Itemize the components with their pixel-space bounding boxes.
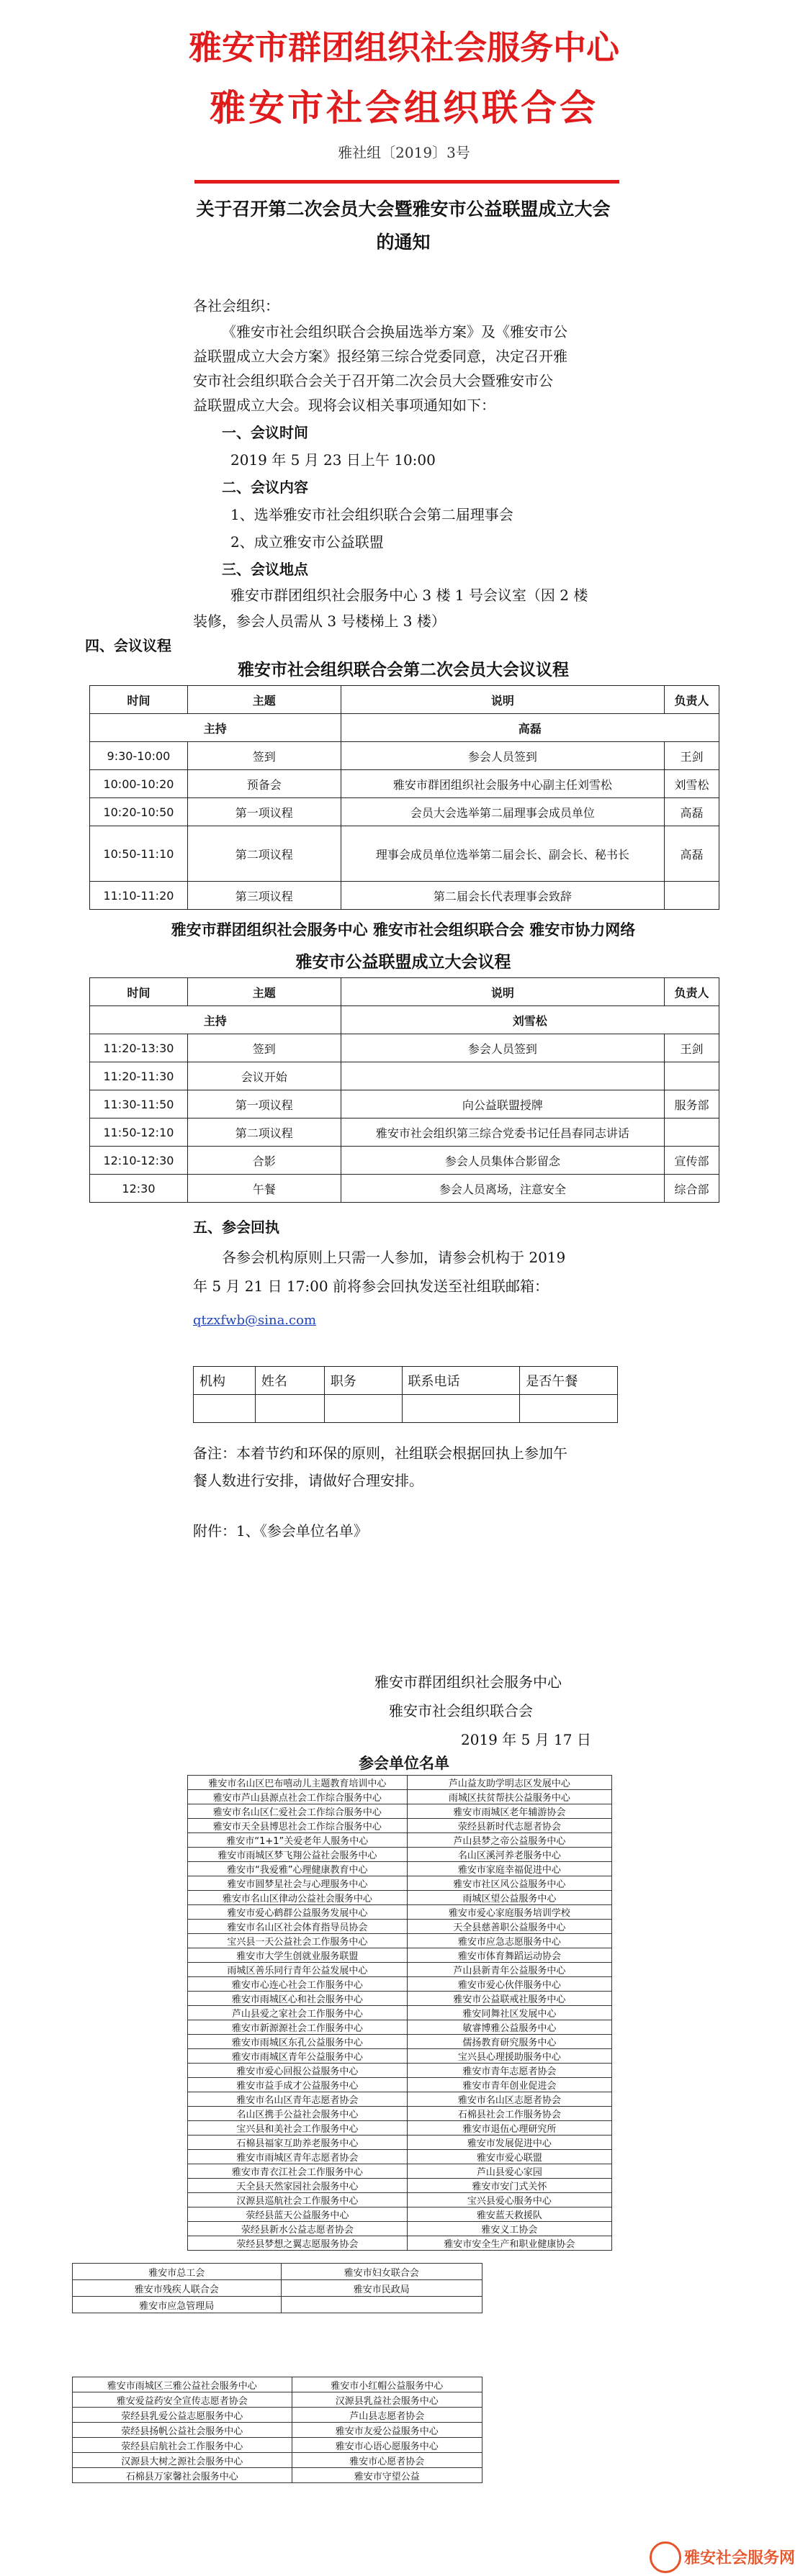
signature-org-2: 雅安市社会组织联合会 bbox=[389, 1702, 533, 1719]
unit-name-cell: 雅安市退伍心理研究所 bbox=[407, 2121, 611, 2136]
unit-name-cell: 雅安市“1+1”关爱老年人服务中心 bbox=[188, 1833, 408, 1848]
notice-title bbox=[173, 193, 634, 259]
row-topic: 合影 bbox=[187, 1147, 341, 1175]
reply-cell[interactable] bbox=[194, 1395, 256, 1423]
unit-name-cell: 雅安市残疾人联合会 bbox=[73, 2280, 282, 2297]
list-item bbox=[73, 2453, 482, 2468]
unit-name-cell: 儒扬教育研究服务中心 bbox=[407, 2035, 611, 2049]
row-desc: 第二届会长代表理事会致辞 bbox=[341, 882, 664, 910]
reply-col-org: 机构 bbox=[194, 1367, 256, 1395]
unit-name-cell: 荥经县蓝天公益服务中心 bbox=[188, 2207, 408, 2222]
unit-name-cell: 雅安市爱心伙伴服务中心 bbox=[407, 1977, 611, 1992]
unit-name-cell: 宝兴县一天公益社会工作服务中心 bbox=[188, 1934, 408, 1948]
unit-name-cell: 雅安市名山区律动公益社会服务中心 bbox=[188, 1891, 408, 1905]
table-row bbox=[90, 770, 719, 798]
title-line-2: 的通知 bbox=[376, 232, 431, 253]
list-item bbox=[188, 1876, 612, 1891]
list-item bbox=[188, 1790, 612, 1804]
salutation: 各社会组织： bbox=[193, 297, 279, 315]
list-item bbox=[188, 1992, 612, 2006]
unit-name-cell: 雅安市心愿者协会 bbox=[292, 2453, 482, 2468]
unit-name-cell: 雅安市雨城区心和社会服务中心 bbox=[188, 1992, 408, 2006]
list-item bbox=[188, 2092, 612, 2107]
list-item bbox=[188, 2064, 612, 2078]
list-item bbox=[188, 2107, 612, 2121]
list-item bbox=[188, 1862, 612, 1876]
list-item bbox=[188, 2150, 612, 2164]
list-item bbox=[73, 2280, 482, 2297]
row-time: 11:50-12:10 bbox=[90, 1118, 188, 1147]
row-time: 10:50-11:10 bbox=[90, 826, 188, 882]
row-topic: 预备会 bbox=[187, 770, 341, 798]
unit-name-cell: 芦山县爱心家园 bbox=[407, 2164, 611, 2179]
list-item bbox=[73, 2392, 482, 2408]
section-1-title: 一、会议时间 bbox=[222, 424, 308, 441]
issuer-federation-name: 雅安市社会组织联合会 bbox=[210, 86, 598, 129]
list-item bbox=[188, 1848, 612, 1862]
list-item bbox=[188, 1905, 612, 1920]
list-item bbox=[188, 1948, 612, 1963]
row-owner: 王剑 bbox=[665, 742, 719, 770]
list-item bbox=[73, 2377, 482, 2392]
row-time: 12:30 bbox=[90, 1175, 188, 1203]
table-row bbox=[90, 1118, 719, 1147]
unit-name-cell: 汉源县巡航社会工作服务中心 bbox=[188, 2193, 408, 2207]
intro-line: 安市社会组织联合会关于召开第二次会员大会暨雅安市公 bbox=[193, 372, 553, 389]
row-owner bbox=[665, 882, 719, 910]
list-item bbox=[188, 2164, 612, 2179]
table-row bbox=[90, 1147, 719, 1175]
host-name: 高磊 bbox=[341, 714, 719, 742]
reply-col-phone: 联系电话 bbox=[402, 1367, 520, 1395]
intro-line: 益联盟成立大会方案》报经第三综合党委同意，决定召开雅 bbox=[193, 348, 567, 365]
unit-name-cell: 雅安同舞社区发展中心 bbox=[407, 2006, 611, 2020]
red-divider-line bbox=[194, 180, 619, 184]
unit-name-cell: 宝兴县和美社会工作服务中心 bbox=[188, 2121, 408, 2136]
list-item bbox=[188, 2121, 612, 2136]
row-time: 11:30-11:50 bbox=[90, 1090, 188, 1118]
unit-name-cell: 雅安市青年志愿者协会 bbox=[407, 2064, 611, 2078]
unit-name-cell: 雅安市社区风公益服务中心 bbox=[407, 1876, 611, 1891]
unit-name-cell: 石棉县福家互助养老服务中心 bbox=[188, 2136, 408, 2150]
list-item bbox=[188, 2222, 612, 2236]
unit-name-cell: 雅安市守望公益 bbox=[292, 2468, 482, 2483]
list-item bbox=[188, 2049, 612, 2064]
unit-name-cell: 雅安市天全县博思社会工作综合服务中心 bbox=[188, 1819, 408, 1833]
section-2-title: 二、会议内容 bbox=[222, 479, 308, 496]
list-item bbox=[188, 2078, 612, 2092]
col-owner-header: 负责人 bbox=[665, 978, 719, 1006]
list-item bbox=[188, 1776, 612, 1790]
unit-name-cell: 雅安市友爱公益服务中心 bbox=[292, 2423, 482, 2438]
unit-name-cell: 天全县天然家园社会服务中心 bbox=[188, 2179, 408, 2193]
table-row bbox=[90, 1175, 719, 1203]
row-owner: 高磊 bbox=[665, 826, 719, 882]
watermark-text: 雅安社会服务网 bbox=[684, 2549, 796, 2567]
reply-cell[interactable] bbox=[402, 1395, 520, 1423]
table-row bbox=[90, 798, 719, 826]
unit-name-cell: 荥经县乳爱公益志愿服务中心 bbox=[73, 2408, 292, 2423]
agenda2-header-row bbox=[90, 978, 719, 1006]
row-desc: 向公益联盟授牌 bbox=[341, 1090, 664, 1118]
section-3-title: 三、会议地点 bbox=[222, 561, 308, 578]
row-desc: 参会人员签到 bbox=[341, 742, 664, 770]
unit-name-cell: 雅安市雨城区三雅公益社会服务中心 bbox=[73, 2377, 292, 2392]
unit-name-cell: 雅安市小红帽公益服务中心 bbox=[292, 2377, 482, 2392]
table-row bbox=[90, 742, 719, 770]
unit-name-cell: 雅安市家庭幸福促进中心 bbox=[407, 1862, 611, 1876]
unit-name-cell: 芦山县梦之帝公益服务中心 bbox=[407, 1833, 611, 1848]
unit-name-cell: 雅安市圆梦星社会与心理服务中心 bbox=[188, 1876, 408, 1891]
unit-name-cell: 雅安市公益联戒社服务中心 bbox=[407, 1992, 611, 2006]
signature-date: 2019 年 5 月 17 日 bbox=[461, 1731, 591, 1748]
row-time: 11:10-11:20 bbox=[90, 882, 188, 910]
agenda1-table bbox=[89, 685, 719, 910]
unit-name-cell: 荥经县启航社会工作服务中心 bbox=[73, 2438, 292, 2453]
row-owner bbox=[665, 1118, 719, 1147]
units-table-other bbox=[72, 2377, 482, 2483]
row-topic: 会议开始 bbox=[187, 1062, 341, 1090]
note-line-2: 餐人数进行安排，请做好合理安排。 bbox=[193, 1472, 423, 1489]
unit-name-cell: 汉源县大树之源社会服务中心 bbox=[73, 2453, 292, 2468]
row-desc: 参会人员集体合影留念 bbox=[341, 1147, 664, 1175]
unit-name-cell bbox=[281, 2297, 482, 2313]
unit-name-cell: 宝兴县心理援助服务中心 bbox=[407, 2049, 611, 2064]
row-topic: 第三项议程 bbox=[187, 882, 341, 910]
reply-cell[interactable] bbox=[324, 1395, 402, 1423]
row-owner: 服务部 bbox=[665, 1090, 719, 1118]
unit-name-cell: 雅安市民政局 bbox=[281, 2280, 482, 2297]
units-caption: 参会单位名单 bbox=[359, 1754, 449, 1772]
venue-line-2: 装修，参会人员需从 3 号楼梯上 3 楼） bbox=[193, 613, 446, 630]
unit-name-cell: 敏睿博雅公益服务中心 bbox=[407, 2020, 611, 2035]
list-item bbox=[188, 2207, 612, 2222]
watermark-logo-icon bbox=[650, 2541, 681, 2573]
unit-name-cell: 雅安市爱心回报公益服务中心 bbox=[188, 2064, 408, 2078]
unit-name-cell: 雅安市体育舞蹈运动协会 bbox=[407, 1948, 611, 1963]
unit-name-cell: 雅安市芦山县源点社会工作综合服务中心 bbox=[188, 1790, 408, 1804]
unit-name-cell: 石棉县万家馨社会服务中心 bbox=[73, 2468, 292, 2483]
email-link[interactable]: qtzxfwb@sina.com bbox=[193, 1313, 317, 1328]
unit-name-cell: 芦山县新青年公益服务中心 bbox=[407, 1963, 611, 1977]
unit-name-cell: 雅安市雨城区东孔公益服务中心 bbox=[188, 2035, 408, 2049]
unit-name-cell: 天全县慈善职公益服务中心 bbox=[407, 1920, 611, 1934]
unit-name-cell: 雅安蓝天救援队 bbox=[407, 2207, 611, 2222]
agenda2-caption-line-1: 雅安市群团组织社会服务中心 雅安市社会组织联合会 雅安市协力网络 bbox=[171, 921, 636, 939]
list-item bbox=[188, 1920, 612, 1934]
table-row bbox=[90, 826, 719, 882]
section-4-title: 四、会议议程 bbox=[85, 637, 171, 654]
unit-name-cell: 雅安市名山区青年志愿者协会 bbox=[188, 2092, 408, 2107]
unit-name-cell: 宝兴县爱心服务中心 bbox=[407, 2193, 611, 2207]
list-item bbox=[188, 1934, 612, 1948]
issuer-org-name: 雅安市群团组织社会服务中心 bbox=[189, 28, 619, 67]
unit-name-cell: 雅安市妇女联合会 bbox=[281, 2264, 482, 2280]
unit-name-cell: 名山区溪河养老服务中心 bbox=[407, 1848, 611, 1862]
list-item bbox=[188, 1833, 612, 1848]
unit-name-cell: 雅安市青衣江社会工作服务中心 bbox=[188, 2164, 408, 2179]
reply-col-lunch: 是否午餐 bbox=[520, 1367, 618, 1395]
unit-name-cell: 雅安市爱心家庭服务培训学校 bbox=[407, 1905, 611, 1920]
unit-name-cell: 芦山县志愿者协会 bbox=[292, 2408, 482, 2423]
unit-name-cell: 雅安市青年创业促进会 bbox=[407, 2078, 611, 2092]
row-desc: 理事会成员单位选举第二届会长、副会长、秘书长 bbox=[341, 826, 664, 882]
unit-name-cell: 雅安市应急志愿服务中心 bbox=[407, 1934, 611, 1948]
agenda2-host-row bbox=[90, 1006, 719, 1034]
units-table-main bbox=[187, 1775, 612, 2251]
unit-name-cell: 荥经县新水公益志愿者协会 bbox=[188, 2222, 408, 2236]
row-time: 10:00-10:20 bbox=[90, 770, 188, 798]
row-topic: 第一项议程 bbox=[187, 798, 341, 826]
unit-name-cell: 雅安市爱心鹤群公益服务发展中心 bbox=[188, 1905, 408, 1920]
col-topic-header: 主题 bbox=[187, 978, 341, 1006]
reply-line-1: 各参会机构原则上只需一人参加，请参会机构于 2019 bbox=[222, 1249, 566, 1266]
agenda2-table bbox=[89, 977, 719, 1203]
intro-line: 《雅安市社会组织联合会换届选举方案》及《雅安市公 bbox=[222, 323, 567, 340]
unit-name-cell: 雅安市新源源社会工作服务中心 bbox=[188, 2020, 408, 2035]
reply-line-2: 年 5 月 21 日 17:00 前将参会回执发送至社组联邮箱： bbox=[193, 1278, 549, 1295]
row-desc: 参会人员签到 bbox=[341, 1034, 664, 1062]
list-item bbox=[73, 2264, 482, 2280]
row-time: 10:20-10:50 bbox=[90, 798, 188, 826]
unit-name-cell: 雅安市发展促进中心 bbox=[407, 2136, 611, 2150]
list-item bbox=[73, 2438, 482, 2453]
title-line-1: 关于召开第二次会员大会暨雅安市公益联盟成立大会 bbox=[196, 199, 611, 220]
reply-header-row bbox=[194, 1367, 618, 1395]
document-number: 雅社组〔2019〕3号 bbox=[338, 144, 470, 161]
unit-name-cell: 石棉县社会工作服务协会 bbox=[407, 2107, 611, 2121]
intro-paragraph bbox=[193, 320, 625, 417]
list-item bbox=[73, 2408, 482, 2423]
list-item bbox=[188, 2193, 612, 2207]
row-topic: 签到 bbox=[187, 742, 341, 770]
unit-name-cell: 雅安市雨城区老年辅游协会 bbox=[407, 1804, 611, 1819]
content-item-2: 2、成立雅安市公益联盟 bbox=[230, 533, 384, 551]
unit-name-cell: 雅安市大学生创就业服务联盟 bbox=[188, 1948, 408, 1963]
row-desc: 雅安市社会组织第三综合党委书记任昌春同志讲话 bbox=[341, 1118, 664, 1147]
col-time-header: 时间 bbox=[90, 978, 188, 1006]
list-item bbox=[188, 2006, 612, 2020]
list-item bbox=[73, 2423, 482, 2438]
content-item-1: 1、选举雅安市社会组织联合会第二届理事会 bbox=[230, 506, 513, 523]
col-owner-header: 负责人 bbox=[665, 686, 719, 714]
list-item bbox=[73, 2297, 482, 2313]
row-time: 12:10-12:30 bbox=[90, 1147, 188, 1175]
unit-name-cell: 雅安市心连心社会工作服务中心 bbox=[188, 1977, 408, 1992]
list-item bbox=[188, 2020, 612, 2035]
reply-cell[interactable] bbox=[520, 1395, 618, 1423]
list-item bbox=[188, 1963, 612, 1977]
row-topic: 签到 bbox=[187, 1034, 341, 1062]
host-label: 主持 bbox=[90, 1006, 341, 1034]
unit-name-cell: 雅安市总工会 bbox=[73, 2264, 282, 2280]
col-desc-header: 说明 bbox=[341, 686, 664, 714]
unit-name-cell: 雅安市应急管理局 bbox=[73, 2297, 282, 2313]
row-topic: 午餐 bbox=[187, 1175, 341, 1203]
signature-org-1: 雅安市群团组织社会服务中心 bbox=[374, 1673, 562, 1691]
unit-name-cell: 雅安市益手成才公益服务中心 bbox=[188, 2078, 408, 2092]
row-owner: 综合部 bbox=[665, 1175, 719, 1203]
table-row bbox=[90, 882, 719, 910]
row-owner: 刘雪松 bbox=[665, 770, 719, 798]
unit-name-cell: 雨城区善乐同行青年公益发展中心 bbox=[188, 1963, 408, 1977]
unit-name-cell: 雅安市雨城区青年公益服务中心 bbox=[188, 2049, 408, 2064]
list-item bbox=[188, 1891, 612, 1905]
reply-col-name: 姓名 bbox=[255, 1367, 324, 1395]
unit-name-cell: 雅安义工协会 bbox=[407, 2222, 611, 2236]
row-topic: 第一项议程 bbox=[187, 1090, 341, 1118]
unit-name-cell: 雨城区望公益服务中心 bbox=[407, 1891, 611, 1905]
unit-name-cell: 雅安市名山区巴布嘻动儿主题教育培训中心 bbox=[188, 1776, 408, 1790]
unit-name-cell: 雅安市“我爱雅”心理健康教育中心 bbox=[188, 1862, 408, 1876]
note-line-1: 备注：本着节约和环保的原则，社组联会根据回执上参加午 bbox=[193, 1445, 567, 1462]
host-label: 主持 bbox=[90, 714, 341, 742]
attachment-line: 附件：1、《参会单位名单》 bbox=[193, 1522, 368, 1540]
list-item bbox=[188, 2179, 612, 2193]
list-item bbox=[73, 2468, 482, 2483]
unit-name-cell: 雨城区扶贫帮扶公益服务中心 bbox=[407, 1790, 611, 1804]
unit-name-cell: 雅安市名山区仁爱社会工作综合服务中心 bbox=[188, 1804, 408, 1819]
table-row bbox=[90, 1034, 719, 1062]
intro-line: 益联盟成立大会。现将会议相关事项通知如下： bbox=[193, 397, 495, 414]
unit-name-cell: 雅安市安门式关怀 bbox=[407, 2179, 611, 2193]
table-row bbox=[90, 1090, 719, 1118]
agenda2-caption-line-2: 雅安市公益联盟成立大会议程 bbox=[295, 952, 511, 972]
venue-line-1: 雅安市群团组织社会服务中心 3 楼 1 号会议室（因 2 楼 bbox=[230, 587, 588, 604]
row-owner: 王剑 bbox=[665, 1034, 719, 1062]
list-item bbox=[188, 2236, 612, 2251]
unit-name-cell: 荥经县梦想之翼志愿服务协会 bbox=[188, 2236, 408, 2251]
unit-name-cell: 芦山县爱之家社会工作服务中心 bbox=[188, 2006, 408, 2020]
row-desc: 参会人员离场，注意安全 bbox=[341, 1175, 664, 1203]
unit-name-cell: 雅安市名山区社会体育指导员协会 bbox=[188, 1920, 408, 1934]
row-time: 11:20-11:30 bbox=[90, 1062, 188, 1090]
unit-name-cell: 雅安爱益药安全宣传志愿者协会 bbox=[73, 2392, 292, 2408]
unit-name-cell: 汉源县乳益社会服务中心 bbox=[292, 2392, 482, 2408]
list-item bbox=[188, 2136, 612, 2150]
unit-name-cell: 雅安市爱心联盟 bbox=[407, 2150, 611, 2164]
agenda1-caption: 雅安市社会组织联合会第二次会员大会议议程 bbox=[238, 660, 569, 679]
list-item bbox=[188, 1977, 612, 1992]
reply-form-table bbox=[193, 1366, 618, 1423]
unit-name-cell: 雅安市安全生产和职业健康协会 bbox=[407, 2236, 611, 2251]
reply-empty-row bbox=[194, 1395, 618, 1423]
site-watermark bbox=[642, 2536, 808, 2576]
row-owner: 高磊 bbox=[665, 798, 719, 826]
col-time-header: 时间 bbox=[90, 686, 188, 714]
row-time: 11:20-13:30 bbox=[90, 1034, 188, 1062]
row-desc: 会员大会选举第二届理事会成员单位 bbox=[341, 798, 664, 826]
row-topic: 第二项议程 bbox=[187, 826, 341, 882]
row-owner: 宣传部 bbox=[665, 1147, 719, 1175]
list-item bbox=[188, 2035, 612, 2049]
unit-name-cell: 雅安市名山区志愿者协会 bbox=[407, 2092, 611, 2107]
row-desc bbox=[341, 1062, 664, 1090]
list-item bbox=[188, 1819, 612, 1833]
host-name: 刘雪松 bbox=[341, 1006, 719, 1034]
agenda1-host-row bbox=[90, 714, 719, 742]
row-topic: 第二项议程 bbox=[187, 1118, 341, 1147]
col-desc-header: 说明 bbox=[341, 978, 664, 1006]
row-desc: 雅安市群团组织社会服务中心副主任刘雪松 bbox=[341, 770, 664, 798]
units-table-government bbox=[72, 2263, 482, 2313]
section-5-title: 五、参会回执 bbox=[193, 1219, 279, 1236]
table-row bbox=[90, 1062, 719, 1090]
unit-name-cell: 雅安市雨城区梦飞翔公益社会服务中心 bbox=[188, 1848, 408, 1862]
agenda1-header-row bbox=[90, 686, 719, 714]
unit-name-cell: 名山区携手公益社会服务中心 bbox=[188, 2107, 408, 2121]
row-time: 9:30-10:00 bbox=[90, 742, 188, 770]
row-owner bbox=[665, 1062, 719, 1090]
unit-name-cell: 芦山益友助学明志区发展中心 bbox=[407, 1776, 611, 1790]
reply-cell[interactable] bbox=[255, 1395, 324, 1423]
unit-name-cell: 雅安市雨城区青年志愿者协会 bbox=[188, 2150, 408, 2164]
list-item bbox=[188, 1804, 612, 1819]
unit-name-cell: 雅安市心语心愿服务中心 bbox=[292, 2438, 482, 2453]
unit-name-cell: 荥经县新时代志愿者协会 bbox=[407, 1819, 611, 1833]
col-topic-header: 主题 bbox=[187, 686, 341, 714]
meeting-time: 2019 年 5 月 23 日上午 10:00 bbox=[230, 451, 436, 469]
reply-col-title: 职务 bbox=[324, 1367, 402, 1395]
unit-name-cell: 荥经县扬帆公益社会服务中心 bbox=[73, 2423, 292, 2438]
